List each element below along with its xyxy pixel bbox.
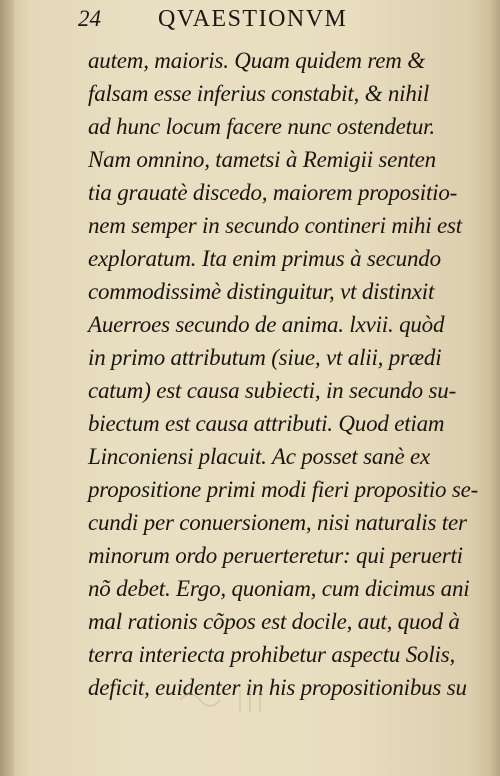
text-line: catum) est causa subiecti, in secundo su- [88, 378, 457, 403]
text-line: biectum est causa attributi. Quod etiam [88, 411, 445, 436]
show-through-ink [170, 680, 330, 727]
text-line: nõ debet. Ergo, quoniam, cum dicimus ani [88, 576, 470, 601]
text-line: falsam esse inferius constabit, & nihil [88, 81, 430, 106]
text-line: exploratum. Ita enim primus à secundo [88, 246, 441, 271]
text-line: deficit, euidenter in his propositionibus su [88, 675, 467, 700]
text-line: Nam omnino, tametsi à Remigii senten [88, 147, 436, 172]
text-line: autem, maioris. Quam quidem rem & [88, 48, 425, 73]
text-line: nem semper in secundo contineri mihi est [88, 213, 462, 238]
text-line: in primo attributum (siue, vt alii, prædi [88, 345, 442, 370]
binding-gutter [0, 0, 14, 776]
text-line: cundi per conuersionem, nisi naturalis ter [88, 510, 467, 535]
text-line: Linconiensi placuit. Ac posset sanè ex [88, 444, 431, 469]
running-title: QVAESTIONVM [158, 6, 348, 32]
page-edge [490, 0, 500, 776]
text-line: ad hunc locum facere nunc ostendetur. [88, 114, 435, 139]
bleed-through-marks [170, 680, 330, 720]
page-number: 24 [78, 6, 101, 31]
text-line: propositione primi modi fieri propositio se- [88, 477, 479, 502]
text-line: minorum ordo peruerteretur: qui peruerti [88, 543, 463, 568]
text-line: Auerroes secundo de anima. lxvii. quòd [88, 312, 445, 337]
text-line: terra interiecta prohibetur aspectu Solis, [88, 642, 456, 667]
text-line: tia grauatè discedo, maiorem propositio- [88, 180, 458, 205]
text-line: commodissimè distinguitur, vt distinxit [88, 279, 435, 304]
text-line: mal rationis cõpos est docile, aut, quod à [88, 609, 460, 634]
page-header [78, 6, 478, 36]
